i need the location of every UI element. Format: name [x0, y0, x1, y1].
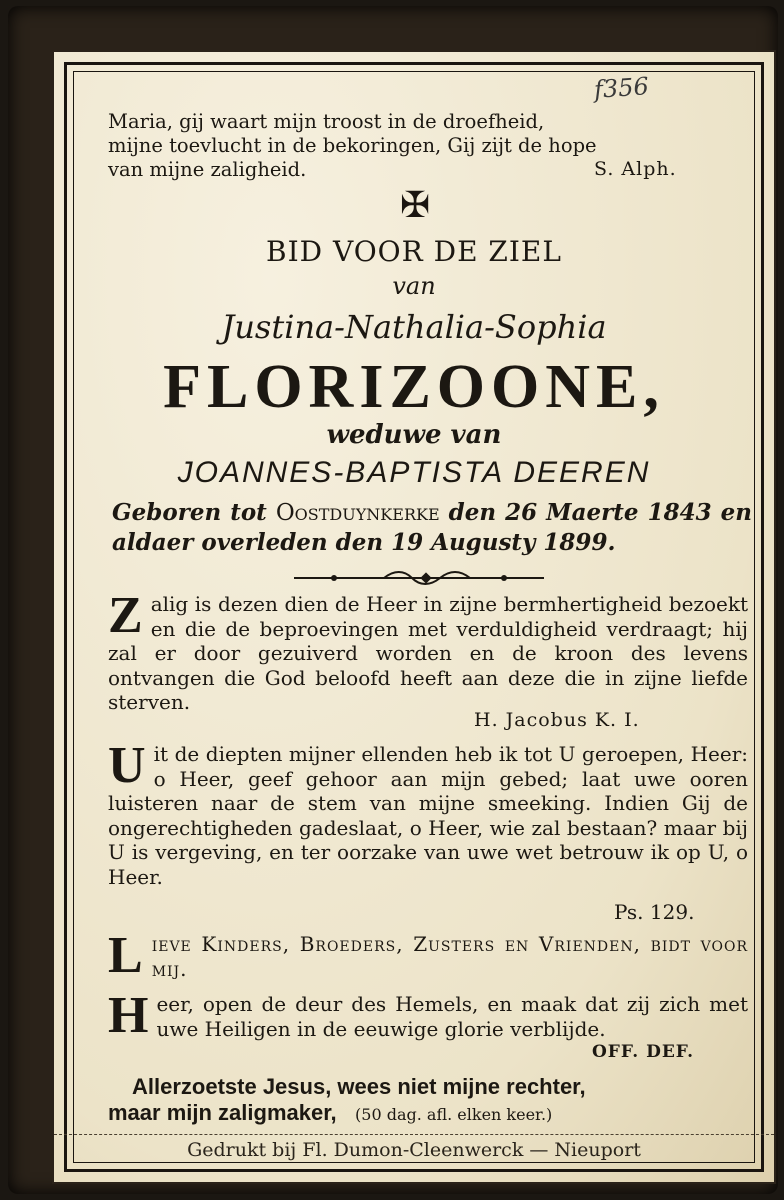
husband-name: JOANNES-BAPTISTA DEEREN: [177, 456, 651, 489]
quote-line-3: van mijne zaligheid.: [108, 158, 307, 181]
paragraph-1-text: alig is dezen dien de Heer in zijne bermhertigheid bezoekt en die de beproevingen met verduldigheid verdraagt; hij zal er door gezuiverd worden en de kroon des levens ontvangen die God beloofd heeft aan deze die in zijne liefde sterven.: [108, 592, 748, 714]
printer-imprint: Gedrukt bij Fl. Dumon-Cleenwerck — Nieuport: [54, 1134, 774, 1161]
paragraph-4-attribution: OFF. DEF.: [592, 1042, 695, 1062]
memorial-card: [8, 6, 778, 1194]
surname: FLORIZOONE,: [163, 353, 665, 421]
widow-of-text: weduwe van: [326, 420, 502, 450]
paragraph-4: [108, 987, 748, 1044]
dropcap-1: Z: [108, 587, 143, 644]
van-text: van: [392, 272, 436, 300]
paragraph-2: [108, 737, 748, 889]
dropcap-4: H: [108, 987, 149, 1044]
prayer-line-1: Allerzoetste Jesus, wees niet mijne rechter,: [132, 1074, 586, 1099]
birth-text-1: Geboren tot: [112, 499, 267, 526]
paragraph-3-text: ieve Kinders, Broeders, Zusters en Vrienden, bidt voor mij.: [151, 932, 748, 981]
cross-icon: ✠: [400, 185, 431, 226]
dropcap-2: U: [108, 737, 146, 794]
birth-text-3: 1843 en aldaer overleden den 19 Augusty 1899.: [112, 499, 752, 556]
card-paper: [52, 50, 776, 1184]
birth-place: Oostduynkerke: [275, 500, 440, 526]
ornament-divider: [294, 568, 544, 588]
given-names: Justina-Nathalia-Sophia: [221, 308, 607, 346]
paragraph-3: [108, 927, 748, 984]
paragraph-2-text: it de diepten mijner ellenden heb ik tot U geroepen, Heer: o Heer, geef gehoor aan mijn gebed; laat uwe ooren luisteren naar de stem van mijne smeeking. Indien Gij de ongerechtigheden gadeslaat, o Heer, wie zal bestaan? maar bij U is vergeving, en ter oorzake van uwe wet betrouw ik op U, o Heer.: [108, 742, 748, 889]
prayer-line-2: maar mijn zaligmaker,: [108, 1100, 337, 1125]
paragraph-2-attribution: Ps. 129.: [614, 900, 695, 924]
paragraph-1: [108, 587, 748, 715]
archive-reference-number: f356: [593, 72, 650, 104]
paragraph-4-text: eer, open de deur des Hemels, en maak dat zij zich met uwe Heiligen in de eeuwige glorie verblijde.: [156, 992, 748, 1041]
birth-text-2: den 26 Maerte: [448, 499, 639, 526]
quote-line-1: Maria, gij waart mijn troost in de droefheid,: [108, 110, 545, 133]
dropcap-3: L: [108, 927, 144, 984]
quote-attribution: S. Alph.: [594, 158, 677, 180]
quote-line-2: mijne toevlucht in de bekoringen, Gij zijt de hope: [108, 134, 597, 157]
indulgence-note: (50 dag. afl. elken keer.): [355, 1105, 553, 1124]
closing-prayer: [108, 1074, 748, 1128]
paragraph-1-attribution: H. Jacobus K. I.: [474, 709, 640, 731]
prayer-line-2-wrap: [108, 1100, 748, 1128]
birth-death-details: [112, 498, 752, 558]
heading: BID VOOR DE ZIEL: [266, 235, 562, 268]
